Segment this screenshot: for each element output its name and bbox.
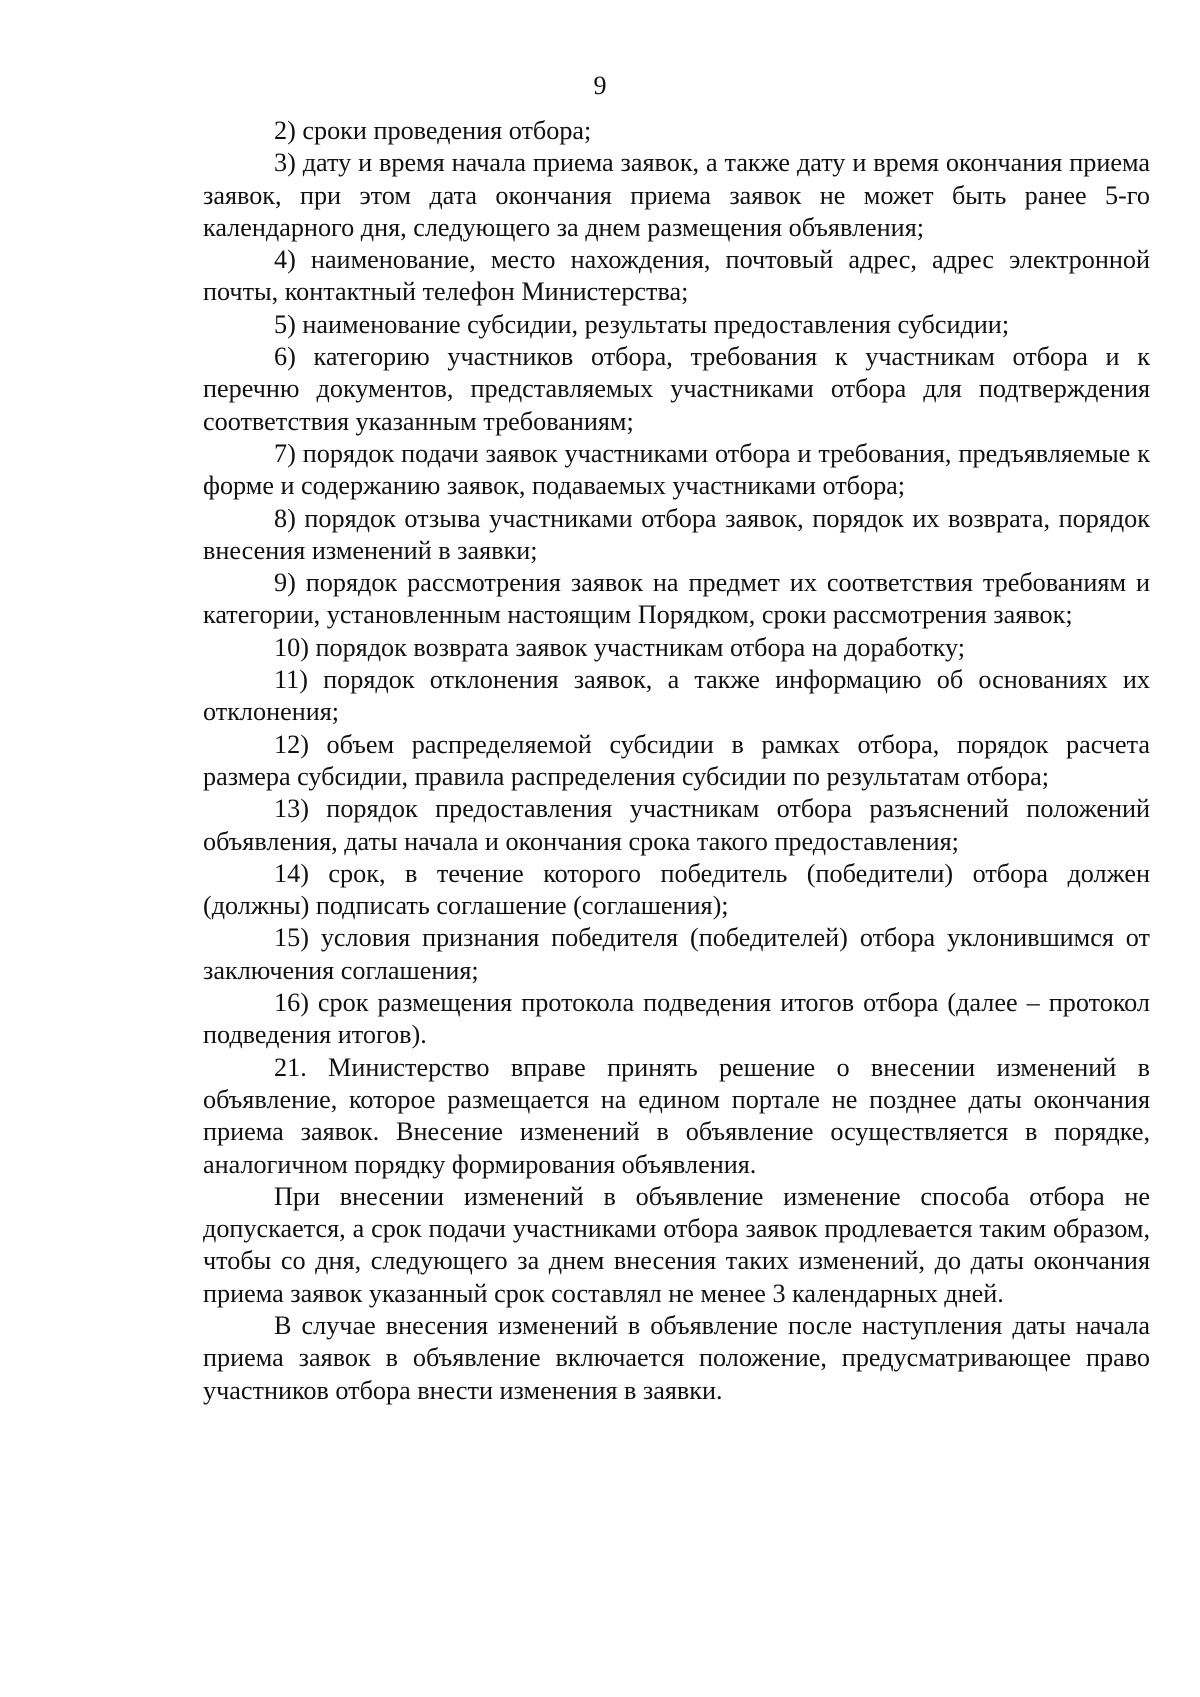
paragraph-item-7: 7) порядок подачи заявок участниками отбора и требования, предъявляемые к форме и содержанию заявок, подаваемых участниками отбора;: [203, 438, 1150, 501]
paragraph-item-5: 5) наименование субсидии, результаты предоставления субсидии;: [274, 309, 1010, 339]
paragraph-item-10: 10) порядок возврата заявок участникам отбора на доработку;: [274, 632, 966, 662]
paragraph-item-4: 4) наименование, место нахождения, почтовый адрес, адрес электронной почты, контактный телефон Министерства;: [203, 245, 1150, 307]
paragraph-item-2: 2) сроки проведения отбора;: [274, 116, 592, 145]
document-body: [203, 115, 1150, 1407]
paragraph-item-13: 13) порядок предоставления участникам отбора разъяснений положений объявления, даты начала и окончания срока такого предоставления;: [203, 794, 1150, 856]
paragraph-item-6: 6) категорию участников отбора, требования к участникам отбора и к перечню документов, представляемых участниками отбора для подтверждения соответствия указанным требованиям;: [203, 342, 1150, 436]
paragraph-change-after-start: В случае внесения изменений в объявление после наступления даты начала приема заявок в объявление включается положение, предусматривающее право участников отбора внести изменения в заявки.: [203, 1310, 1150, 1405]
page-number: 9: [593, 71, 607, 100]
paragraph-item-14: 14) срок, в течение которого победитель (победители) отбора должен (должны) подписать соглашение (соглашения);: [203, 858, 1150, 921]
paragraph-item-8: 8) порядок отзыва участниками отбора заявок, порядок их возврата, порядок внесения изменений в заявки;: [203, 503, 1150, 565]
paragraph-item-15: 15) условия признания победителя (победителей) отбора уклонившимся от заключения соглашения;: [203, 923, 1150, 985]
paragraph-item-12: 12) объем распределяемой субсидии в рамках отбора, порядок расчета размера субсидии, правила распределения субсидии по результатам отбора;: [203, 729, 1150, 791]
paragraph-item-11: 11) порядок отклонения заявок, а также информацию об основаниях их отклонения;: [203, 665, 1150, 727]
paragraph-item-3: 3) дату и время начала приема заявок, а также дату и время окончания приема заявок, при этом дата окончания приема заявок не может быть ранее 5-го календарного дня, следующего за днем размещения объявления;: [203, 148, 1150, 242]
paragraph-item-16: 16) срок размещения протокола подведения итогов отбора (далее – протокол подведения итогов).: [203, 988, 1150, 1050]
paragraph-item-9: 9) порядок рассмотрения заявок на предмет их соответствия требованиям и категории, установленным настоящим Порядком, сроки рассмотрения заявок;: [203, 568, 1150, 630]
paragraph-change-method: При внесении изменений в объявление изменение способа отбора не допускается, а срок подачи участниками отбора заявок продлевается таким образом, чтобы со дня, следующего за днем внесения таких изменений, до даты окончания приема заявок указанный срок составлял не менее 3 календарных дней.: [203, 1181, 1150, 1308]
paragraph-clause-21: 21. Министерство вправе принять решение о внесении изменений в объявление, которое размещается на едином портале не позднее даты окончания приема заявок. Внесение изменений в объявление осуществляется в порядке, аналогичном порядку формирования объявления.: [203, 1052, 1150, 1179]
